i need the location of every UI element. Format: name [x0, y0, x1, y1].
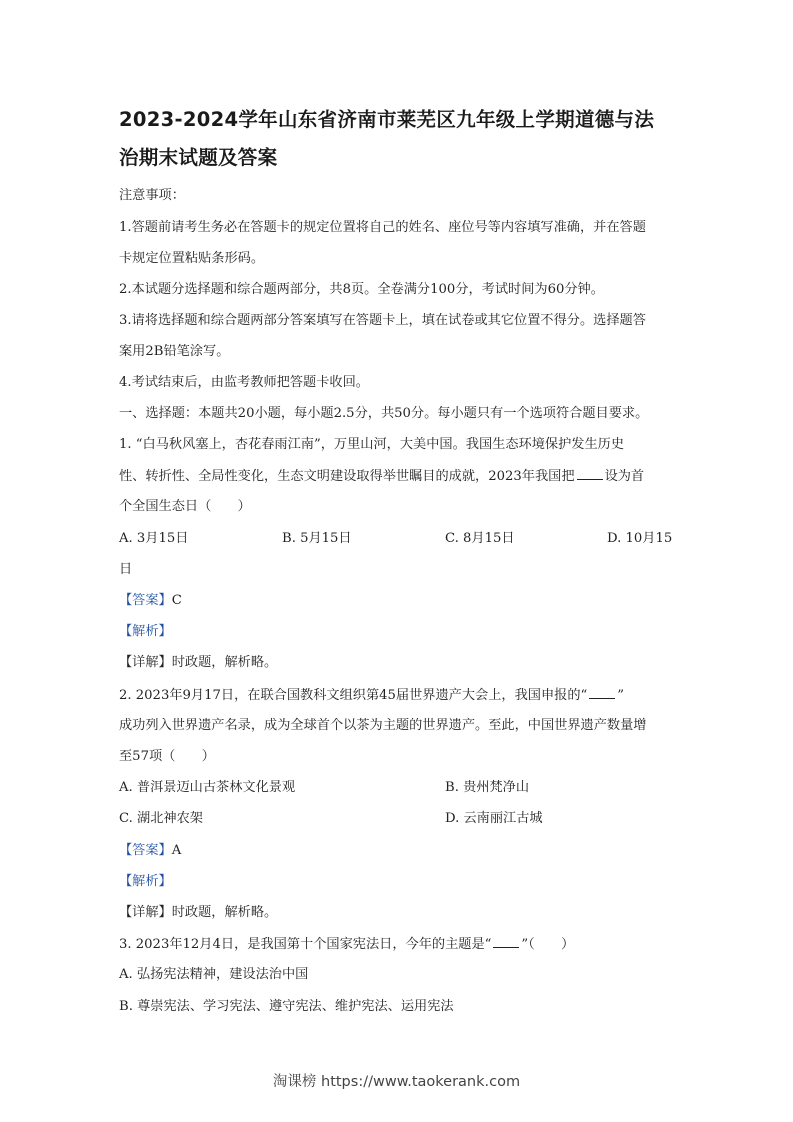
- q1-detail-label: 【详解】: [119, 655, 172, 670]
- q2-answer-label: 【答案】: [119, 843, 172, 858]
- q1-option-b: B. 5月15日: [282, 531, 352, 546]
- q1-stem-line-1: 1. “白马秋风塞上，杏花春雨江南”，万里山河，大美中国。我国生态环境保护发生历史: [119, 437, 625, 452]
- q1-answer: [119, 592, 182, 610]
- notice-item-3b: 案用2B铅笔涂写。: [119, 344, 230, 359]
- q2-option-a: A. 普洱景迈山古茶林文化景观: [119, 780, 296, 795]
- q1-stem-line-2: [119, 467, 644, 486]
- q3-option-a: A. 弘扬宪法精神，建设法治中国: [119, 967, 309, 982]
- notice-item-1a: 1.答题前请考生务必在答题卡的规定位置将自己的姓名、座位号等内容填写准确，并在答题: [119, 220, 646, 235]
- q1-detail: [119, 654, 277, 672]
- q2-detail-text: 时政题，解析略。: [171, 905, 278, 920]
- q1-option-a: A. 3月15日: [119, 531, 189, 546]
- q1-detail-text: 时政题，解析略。: [171, 655, 278, 670]
- q3-stem-line-1-post: ”（ ）: [521, 937, 575, 952]
- q2-answer: [119, 842, 181, 860]
- q3-option-b: B. 尊崇宪法、学习宪法、遵守宪法、维护宪法、运用宪法: [119, 999, 454, 1014]
- q1-option-d-cont: 日: [119, 562, 133, 577]
- q1-analysis-label: 【解析】: [119, 624, 172, 639]
- q2-option-b: B. 贵州梵净山: [445, 780, 530, 795]
- q3-stem-line-1-pre: 3. 2023年12月4日，是我国第十个国家宪法日，今年的主题是“: [119, 937, 492, 952]
- q1-stem-line-2-post: 设为首: [604, 469, 645, 484]
- q2-stem-line-1-pre: 2. 2023年9月17日，在联合国教科文组织第45届世界遗产大会上，我国申报的“: [119, 688, 588, 703]
- q1-stem-line-2-pre: 性、转折性、全局性变化，生态文明建设取得举世瞩目的成就，2023年我国把: [119, 469, 575, 484]
- q2-option-d: D. 云南丽江古城: [445, 811, 543, 826]
- page-title-line-2: 治期末试题及答案: [119, 146, 278, 169]
- q2-stem-line-1: [119, 686, 624, 705]
- q2-answer-blank: [589, 686, 615, 699]
- q2-option-c: C. 湖北神农架: [119, 811, 203, 826]
- q1-stem-line-3: 个全国生态日（ ）: [119, 499, 251, 514]
- notice-item-4: 4.考试结束后，由监考教师把答题卡收回。: [119, 375, 369, 390]
- q2-answer-value: A: [171, 843, 182, 858]
- q1-answer-blank: [577, 467, 603, 480]
- page-title-line-1: 2023-2024学年山东省济南市莱芜区九年级上学期道德与法: [119, 108, 655, 131]
- q1-option-d: D. 10月15: [607, 531, 673, 546]
- q2-stem-line-3: 至57项（ ）: [119, 749, 215, 764]
- q2-stem-line-1-post: ”: [617, 688, 625, 703]
- q1-option-c: C. 8月15日: [445, 531, 515, 546]
- notice-item-3a: 3.请将选择题和综合题两部分答案填写在答题卡上，填在试卷或其它位置不得分。选择题答: [119, 313, 646, 328]
- notice-item-1b: 卡规定位置粘贴条形码。: [119, 251, 265, 266]
- footer-watermark: 淘课榜 https://www.taokerank.com: [272, 1074, 521, 1090]
- q1-answer-label: 【答案】: [119, 593, 172, 608]
- q2-analysis-label: 【解析】: [119, 874, 172, 889]
- q3-stem-line-1: [119, 935, 574, 954]
- notice-heading: 注意事项：: [119, 188, 185, 203]
- q2-stem-line-2: 成功列入世界遗产名录，成为全球首个以茶为主题的世界遗产。至此，中国世界遗产数量增: [119, 718, 647, 733]
- q2-detail-label: 【详解】: [119, 905, 172, 920]
- section-1-heading: 一、选择题：本题共20小题，每小题2.5分，共50分。每小题只有一个选项符合题目要求。: [119, 406, 649, 421]
- q2-detail: [119, 904, 277, 922]
- q1-answer-value: C: [171, 593, 182, 608]
- q3-answer-blank: [493, 935, 519, 948]
- notice-item-2: 2.本试题分选择题和综合题两部分，共8页。全卷满分100分，考试时间为60分钟。: [119, 282, 604, 297]
